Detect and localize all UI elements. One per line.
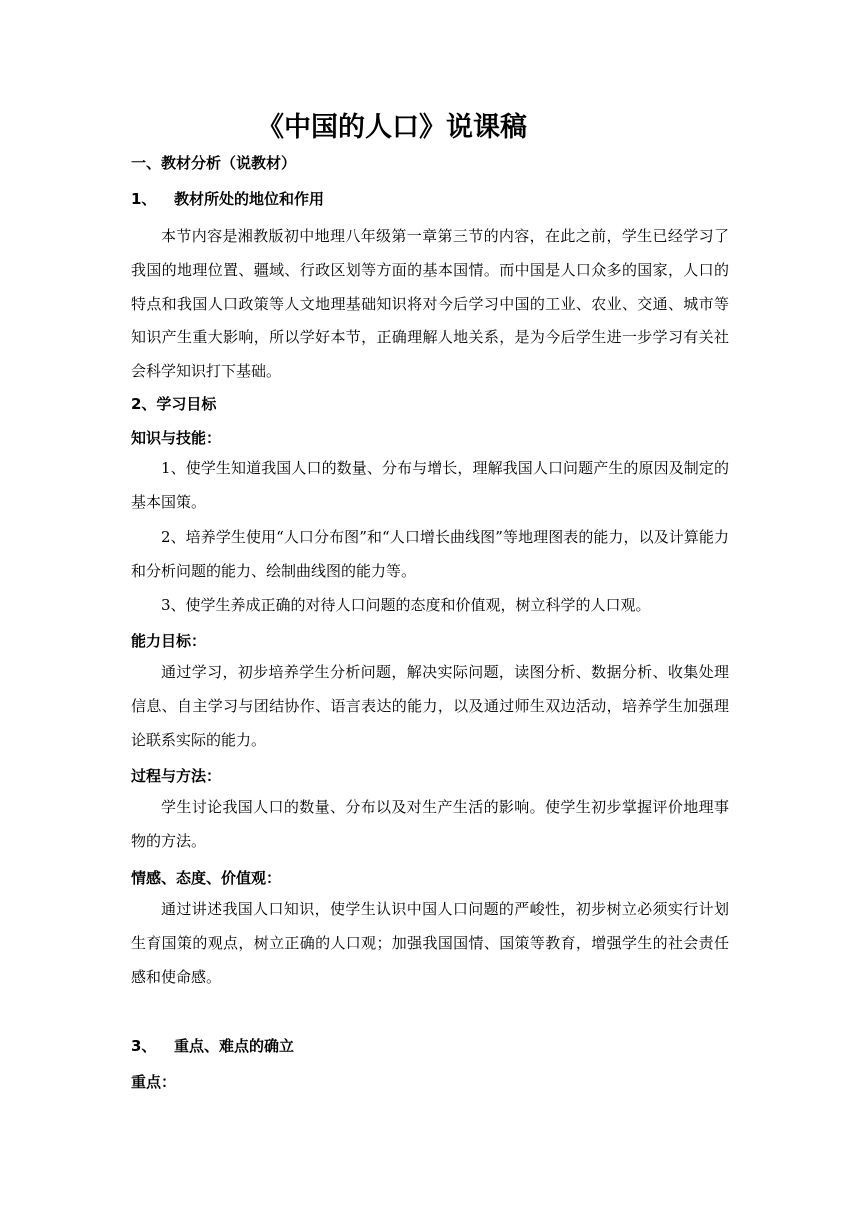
heading-ability: 能力目标： xyxy=(131,632,207,650)
section-heading-analysis: 一、教材分析（说教材） xyxy=(131,154,297,172)
paragraph-process-method: 学生讨论我国人口的数量、分布以及对生产生活的影响。使学生初步掌握评价地理事物的方法。 xyxy=(131,798,729,850)
heading-knowledge-skills: 知识与技能： xyxy=(131,429,222,447)
page-title: 《中国的人口》说课稿 xyxy=(257,112,527,143)
heading-key-points: 重点： xyxy=(131,1073,177,1091)
subheading-label: 重点、难点的确立 xyxy=(174,1037,295,1055)
subheading-key-difficult xyxy=(131,1036,294,1056)
goal-item-2: 2、培养学生使用“人口分布图”和“人口增长曲线图”等地理图表的能力，以及计算能力和分析问题的能力、绘制曲线图的能力等。 xyxy=(131,528,729,580)
subheading-label: 教材所处的地位和作用 xyxy=(174,190,325,208)
paragraph-emotion-values: 通过讲述我国人口知识，使学生认识中国人口问题的严峻性，初步树立必须实行计划生育国策的观点，树立正确的人口观；加强我国国情、国策等教育，增强学生的社会责任感和使命感。 xyxy=(131,900,729,986)
subheading-position xyxy=(131,189,324,209)
subheading-number: 1、 xyxy=(131,190,157,208)
heading-emotion-values: 情感、态度、价值观： xyxy=(131,869,282,887)
heading-process-method: 过程与方法： xyxy=(131,767,222,785)
paragraph-position: 本节内容是湘教版初中地理八年级第一章第三节的内容，在此之前，学生已经学习了我国的地理位置、疆域、行政区划等方面的基本国情。而中国是人口众多的国家，人口的特点和我国人口政策等人文地理基础知识将对今后学习中国的工业、农业、交通、城市等知识产生重大影响，所以学好本节，正确理解人地关系，是为今后学生进一步学习有关社会科学知识打下基础。 xyxy=(131,227,729,381)
goal-item-1: 1、使学生知道我国人口的数量、分布与增长，理解我国人口问题产生的原因及制定的基本国策。 xyxy=(131,459,729,511)
subheading-number: 3、 xyxy=(131,1037,157,1055)
goal-item-3: 3、使学生养成正确的对待人口问题的态度和价值观，树立科学的人口观。 xyxy=(161,596,651,614)
subheading-learning-goals: 2、学习目标 xyxy=(131,395,217,413)
paragraph-ability: 通过学习，初步培养学生分析问题，解决实际问题，读图分析、数据分析、收集处理信息、自主学习与团结协作、语言表达的能力，以及通过师生双边活动，培养学生加强理论联系实际的能力。 xyxy=(131,663,729,749)
